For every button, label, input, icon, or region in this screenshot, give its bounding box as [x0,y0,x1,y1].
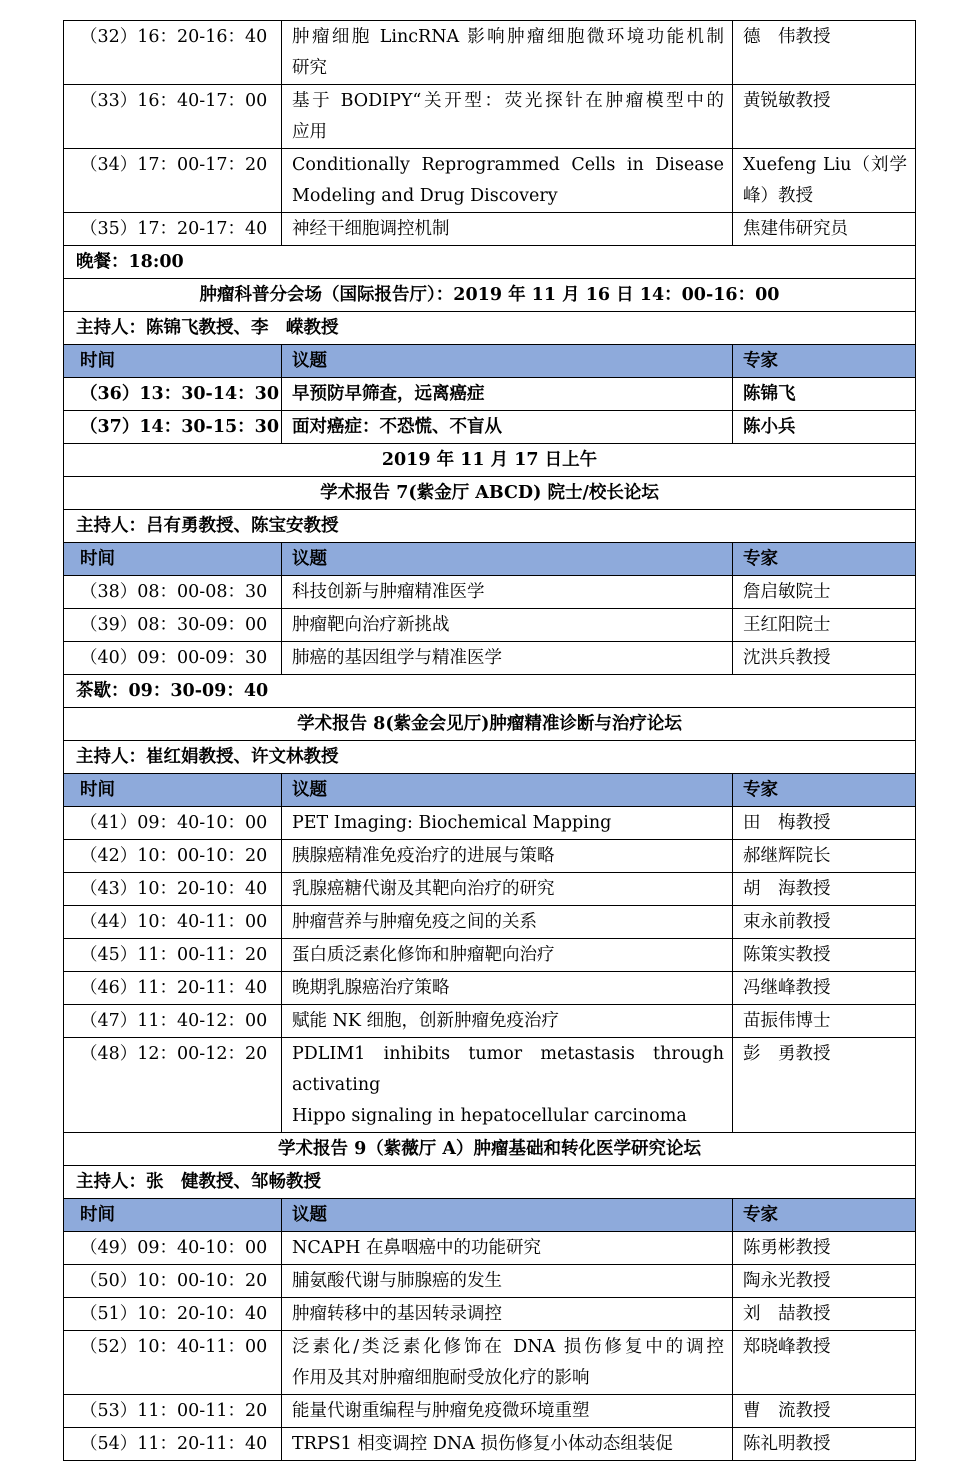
session-topic [282,1038,733,1132]
header-time: 时间 [64,345,282,377]
topic-line: 肺癌的基因组学与精准医学 [292,648,502,668]
session-time: （53）11：00-11：20 [64,1395,282,1427]
host-line: 主持人：张 健教授、邹畅教授 [76,1172,321,1192]
speaker-line: 曹 流教授 [743,1401,831,1421]
session-time: （50）10：00-10：20 [64,1265,282,1297]
host-line-row [63,312,916,345]
topic-line: 科技创新与肿瘤精准医学 [292,582,485,602]
topic-line: 肿瘤营养与肿瘤免疫之间的关系 [292,912,537,932]
session-topic [282,213,733,245]
topic-line: Modeling and Drug Discovery [292,186,558,206]
section-title: 学术报告 8(紫金会见厅)肿瘤精准诊断与治疗论坛 [297,714,682,734]
schedule-row [63,1395,916,1428]
schedule-row [63,213,916,246]
section-title: 2019 年 11 月 17 日上午 [381,450,598,470]
speaker-line: 王红阳院士 [743,615,831,635]
session-time: （47）11：40-12：00 [64,1005,282,1037]
topic-line: 乳腺癌糖代谢及其靶向治疗的研究 [292,879,555,899]
session-time: （49）09：40-10：00 [64,1232,282,1264]
session-time: （36）13：30-14：30 [64,378,282,410]
column-header-row [63,543,916,576]
topic-line: 作用及其对肿瘤细胞耐受放化疗的影响 [292,1368,590,1388]
session-topic [282,378,733,410]
host-line-row [63,741,916,774]
session-time: （43）10：20-10：40 [64,873,282,905]
topic-line: 应用 [292,122,327,142]
topic-line: 早预防早筛查，远离癌症 [292,384,485,404]
header-speaker: 专家 [743,549,778,569]
topic-line: 基于 BODIPY“关开型：荧光探针在肿瘤模型中的 [292,91,724,111]
speaker-line: 陈礼明教授 [743,1434,831,1454]
speaker-line: 沈洪兵教授 [743,648,831,668]
schedule-row [63,972,916,1005]
schedule-table [63,20,916,1461]
speaker-line: 束永前教授 [743,912,831,932]
break-note: 晚餐：18:00 [76,252,184,272]
schedule-row [63,20,916,85]
session-speaker [733,807,915,839]
schedule-row [63,609,916,642]
topic-line: 晚期乳腺癌治疗策略 [292,978,450,998]
speaker-line: 彭 勇教授 [743,1044,831,1064]
section-title-row [63,708,916,741]
speaker-line: Xuefeng Liu（刘学 [743,155,907,175]
column-header-row [63,1199,916,1232]
session-time: （32）16：20-16：40 [64,21,282,84]
session-speaker [733,609,915,641]
topic-line: PET Imaging: Biochemical Mapping [292,813,612,833]
topic-line: PDLIM1 inhibits tumor metastasis through activating [292,1044,724,1095]
speaker-line: 陈小兵 [743,417,796,437]
session-speaker [733,906,915,938]
session-speaker [733,411,915,443]
session-speaker [733,85,915,148]
session-time: （44）10：40-11：00 [64,906,282,938]
topic-line: 脯氨酸代谢与肺腺癌的发生 [292,1271,502,1291]
host-line-row [63,510,916,543]
header-topic: 议题 [282,345,733,377]
topic-line: NCAPH 在鼻咽癌中的功能研究 [292,1238,541,1258]
session-topic [282,939,733,971]
topic-line: 泛素化/类泛素化修饰在 DNA 损伤修复中的调控 [292,1337,724,1357]
session-speaker [733,972,915,1004]
speaker-line: 陈策实教授 [743,945,831,965]
topic-line: 研究 [292,58,327,78]
schedule-row [63,576,916,609]
session-time: （39）08：30-09：00 [64,609,282,641]
session-topic [282,1232,733,1264]
session-time: （42）10：00-10：20 [64,840,282,872]
session-speaker [733,21,915,84]
host-line: 主持人：陈锦飞教授、李 嵘教授 [76,318,339,338]
session-time: （51）10：20-10：40 [64,1298,282,1330]
section-title-row [63,279,916,312]
schedule-row [63,906,916,939]
session-topic [282,1331,733,1394]
speaker-line: 陶永光教授 [743,1271,831,1291]
session-topic [282,1265,733,1297]
speaker-line: 黄锐敏教授 [743,91,831,111]
speaker-line: 刘 喆教授 [743,1304,831,1324]
session-topic [282,149,733,212]
host-line: 主持人：崔红娟教授、许文林教授 [76,747,339,767]
schedule-row [63,1265,916,1298]
header-time: 时间 [64,543,282,575]
schedule-row [63,939,916,972]
header-time: 时间 [64,1199,282,1231]
header-topic: 议题 [282,543,733,575]
speaker-line: 胡 海教授 [743,879,831,899]
schedule-row [63,378,916,411]
session-speaker [733,1005,915,1037]
schedule-row [63,873,916,906]
header-speaker: 专家 [743,780,778,800]
session-topic [282,609,733,641]
session-speaker [733,840,915,872]
schedule-row [63,642,916,675]
session-speaker [733,1232,915,1264]
schedule-row [63,1232,916,1265]
section-title: 学术报告 7(紫金厅 ABCD) 院士/校长论坛 [320,483,659,503]
session-speaker [733,1038,915,1132]
session-time: （46）11：20-11：40 [64,972,282,1004]
session-time: （33）16：40-17：00 [64,85,282,148]
speaker-line: 苗振伟博士 [743,1011,831,1031]
section-title: 学术报告 9（紫薇厅 A）肿瘤基础和转化医学研究论坛 [278,1139,701,1159]
session-topic [282,1298,733,1330]
topic-line: 蛋白质泛素化修饰和肿瘤靶向治疗 [292,945,555,965]
speaker-line: 峰）教授 [743,186,813,206]
session-time: （38）08：00-08：30 [64,576,282,608]
session-speaker [733,1298,915,1330]
session-speaker [733,1395,915,1427]
session-topic [282,906,733,938]
session-time: （41）09：40-10：00 [64,807,282,839]
topic-line: TRPS1 相变调控 DNA 损伤修复小体动态组装促 [292,1434,673,1454]
speaker-line: 陈勇彬教授 [743,1238,831,1258]
break-note-row [63,675,916,708]
speaker-line: 郑晓峰教授 [743,1337,831,1357]
column-header-row [63,345,916,378]
schedule-row [63,1428,916,1461]
schedule-row [63,840,916,873]
speaker-line: 焦建伟研究员 [743,219,848,239]
header-topic: 议题 [282,774,733,806]
session-time: （52）10：40-11：00 [64,1331,282,1394]
topic-line: 面对癌症：不恐慌、不盲从 [292,417,502,437]
speaker-line: 詹启敏院士 [743,582,831,602]
section-title-row [63,1133,916,1166]
session-speaker [733,1331,915,1394]
topic-line: 肿瘤靶向治疗新挑战 [292,615,450,635]
session-topic [282,972,733,1004]
speaker-line: 德 伟教授 [743,27,831,47]
session-speaker [733,1428,915,1460]
session-speaker [733,378,915,410]
session-speaker [733,576,915,608]
schedule-row [63,1038,916,1133]
speaker-line: 冯继峰教授 [743,978,831,998]
section-title-row [63,477,916,510]
schedule-row [63,1005,916,1038]
topic-line: 肿瘤转移中的基因转录调控 [292,1304,502,1324]
schedule-row [63,85,916,149]
speaker-line: 陈锦飞 [743,384,796,404]
session-topic [282,840,733,872]
section-title: 肿瘤科普分会场（国际报告厅）：2019 年 11 月 16 日 14：00-16：00 [199,285,780,305]
header-topic: 议题 [282,1199,733,1231]
session-time: （34）17：00-17：20 [64,149,282,212]
session-speaker [733,939,915,971]
session-topic [282,1395,733,1427]
session-topic [282,1428,733,1460]
topic-line: 赋能 NK 细胞，创新肿瘤免疫治疗 [292,1011,560,1031]
session-topic [282,576,733,608]
session-topic [282,411,733,443]
session-speaker [733,1265,915,1297]
column-header-row [63,774,916,807]
break-note-row [63,246,916,279]
session-speaker [733,642,915,674]
session-speaker [733,873,915,905]
header-speaker: 专家 [743,1205,778,1225]
header-time: 时间 [64,774,282,806]
session-time: （48）12：00-12：20 [64,1038,282,1132]
section-title-row [63,444,916,477]
session-time: （54）11：20-11：40 [64,1428,282,1460]
session-time: （37）14：30-15：30 [64,411,282,443]
session-topic [282,642,733,674]
session-topic [282,873,733,905]
speaker-line: 郝继辉院长 [743,846,831,866]
topic-line: 胰腺癌精准免疫治疗的进展与策略 [292,846,555,866]
schedule-row [63,807,916,840]
schedule-row [63,1298,916,1331]
header-speaker: 专家 [743,351,778,371]
session-topic [282,85,733,148]
session-time: （40）09：00-09：30 [64,642,282,674]
schedule-row [63,411,916,444]
session-topic [282,807,733,839]
session-time: （35）17：20-17：40 [64,213,282,245]
break-note: 茶歇：09：30-09：40 [76,681,269,701]
topic-line: 神经干细胞调控机制 [292,219,450,239]
session-speaker [733,213,915,245]
schedule-row [63,1331,916,1395]
host-line-row [63,1166,916,1199]
session-speaker [733,149,915,212]
session-time: （45）11：00-11：20 [64,939,282,971]
session-topic [282,1005,733,1037]
schedule-row [63,149,916,213]
session-topic [282,21,733,84]
topic-line: Hippo signaling in hepatocellular carcinoma [292,1106,687,1126]
host-line: 主持人：吕有勇教授、陈宝安教授 [76,516,339,536]
topic-line: 肿瘤细胞 LincRNA 影响肿瘤细胞微环境功能机制 [292,27,724,47]
topic-line: 能量代谢重编程与肿瘤免疫微环境重塑 [292,1401,590,1421]
topic-line: Conditionally Reprogrammed Cells in Disease [292,155,724,175]
speaker-line: 田 梅教授 [743,813,831,833]
